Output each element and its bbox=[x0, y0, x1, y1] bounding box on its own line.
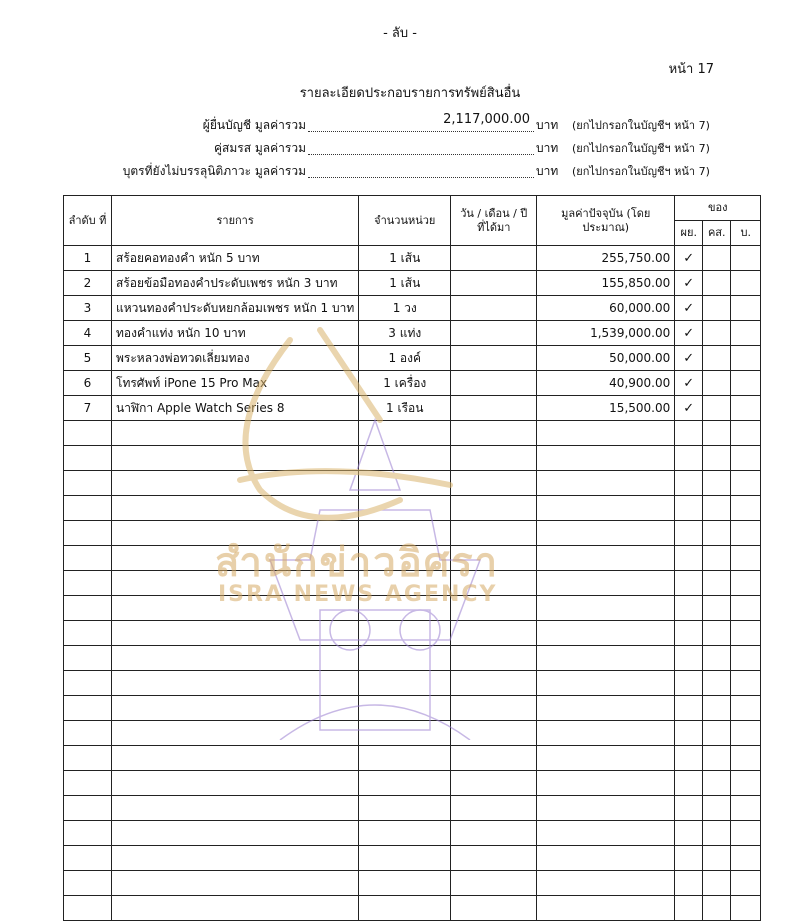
table-row-empty bbox=[64, 871, 761, 896]
dotted-line bbox=[308, 142, 534, 155]
cell-qty: 1 วง bbox=[359, 296, 451, 321]
cell-no bbox=[64, 546, 112, 571]
cell-owner-filer bbox=[675, 821, 703, 846]
cell-date bbox=[451, 896, 537, 921]
cell-owner-spouse bbox=[703, 871, 731, 896]
cell-date bbox=[451, 271, 537, 296]
summary-unit: บาท bbox=[536, 118, 559, 132]
table-row-empty bbox=[64, 896, 761, 921]
cell-owner-child bbox=[731, 846, 761, 871]
cell-owner-spouse bbox=[703, 496, 731, 521]
cell-owner-child bbox=[731, 371, 761, 396]
cell-value: 15,500.00 bbox=[537, 396, 675, 421]
cell-item: พระหลวงพ่อทวดเลี่ยมทอง bbox=[112, 346, 359, 371]
cell-date bbox=[451, 321, 537, 346]
summary-note: (ยกไปกรอกในบัญชีฯ หน้า 7) bbox=[572, 165, 710, 178]
cell-date bbox=[451, 796, 537, 821]
cell-owner-child bbox=[731, 721, 761, 746]
table-row-empty bbox=[64, 646, 761, 671]
cell-owner-filer: ✓ bbox=[675, 396, 703, 421]
cell-owner-filer bbox=[675, 521, 703, 546]
table-row-empty bbox=[64, 821, 761, 846]
cell-owner-filer bbox=[675, 696, 703, 721]
cell-owner-spouse bbox=[703, 646, 731, 671]
cell-date bbox=[451, 696, 537, 721]
cell-owner-filer bbox=[675, 771, 703, 796]
cell-value bbox=[537, 896, 675, 921]
cell-owner-child bbox=[731, 796, 761, 821]
cell-owner-child bbox=[731, 271, 761, 296]
cell-owner-child bbox=[731, 546, 761, 571]
cell-no: 3 bbox=[64, 296, 112, 321]
cell-owner-spouse bbox=[703, 471, 731, 496]
header-owner-child: บ. bbox=[731, 221, 761, 246]
cell-value bbox=[537, 596, 675, 621]
cell-item bbox=[112, 821, 359, 846]
cell-value bbox=[537, 521, 675, 546]
cell-owner-filer bbox=[675, 871, 703, 896]
cell-owner-filer bbox=[675, 646, 703, 671]
cell-qty bbox=[359, 846, 451, 871]
table-row-empty bbox=[64, 771, 761, 796]
cell-value: 155,850.00 bbox=[537, 271, 675, 296]
cell-owner-child bbox=[731, 596, 761, 621]
cell-owner-filer bbox=[675, 446, 703, 471]
cell-owner-filer bbox=[675, 721, 703, 746]
cell-qty bbox=[359, 646, 451, 671]
cell-value bbox=[537, 696, 675, 721]
cell-owner-spouse bbox=[703, 346, 731, 371]
cell-value bbox=[537, 471, 675, 496]
table-row bbox=[64, 271, 761, 296]
cell-qty bbox=[359, 446, 451, 471]
watermark-thai: สำนักข่าวอิศรา bbox=[215, 540, 500, 586]
cell-qty: 1 เส้น bbox=[359, 271, 451, 296]
summary-unit: บาท bbox=[536, 164, 559, 178]
summary-label: คู่สมรส มูลค่ารวม bbox=[214, 141, 306, 155]
cell-owner-spouse bbox=[703, 896, 731, 921]
cell-qty bbox=[359, 696, 451, 721]
table-row-empty bbox=[64, 796, 761, 821]
cell-owner-child bbox=[731, 646, 761, 671]
cell-owner-filer: ✓ bbox=[675, 346, 703, 371]
cell-qty bbox=[359, 821, 451, 846]
cell-date bbox=[451, 446, 537, 471]
table-row-empty bbox=[64, 471, 761, 496]
table-row-empty bbox=[64, 421, 761, 446]
table-row bbox=[64, 371, 761, 396]
summary-label: ผู้ยื่นบัญชี มูลค่ารวม bbox=[202, 118, 306, 132]
cell-item bbox=[112, 796, 359, 821]
cell-qty bbox=[359, 871, 451, 896]
cell-owner-spouse bbox=[703, 621, 731, 646]
cell-owner-filer bbox=[675, 421, 703, 446]
cell-owner-child bbox=[731, 296, 761, 321]
cell-owner-filer bbox=[675, 896, 703, 921]
header-no: ลำดับ ที่ bbox=[64, 196, 112, 246]
header-date: วัน / เดือน / ปี ที่ได้มา bbox=[451, 196, 537, 246]
cell-value bbox=[537, 796, 675, 821]
table-row bbox=[64, 321, 761, 346]
cell-owner-spouse bbox=[703, 671, 731, 696]
cell-owner-child bbox=[731, 821, 761, 846]
cell-no bbox=[64, 421, 112, 446]
cell-qty bbox=[359, 421, 451, 446]
cell-owner-filer bbox=[675, 471, 703, 496]
cell-no: 4 bbox=[64, 321, 112, 346]
cell-owner-child bbox=[731, 346, 761, 371]
cell-value bbox=[537, 771, 675, 796]
cell-owner-spouse bbox=[703, 846, 731, 871]
cell-owner-spouse bbox=[703, 821, 731, 846]
cell-owner-child bbox=[731, 246, 761, 271]
table-row-empty bbox=[64, 446, 761, 471]
cell-qty: 1 เส้น bbox=[359, 246, 451, 271]
cell-owner-spouse bbox=[703, 321, 731, 346]
cell-owner-spouse bbox=[703, 296, 731, 321]
cell-owner-spouse bbox=[703, 696, 731, 721]
cell-owner-spouse bbox=[703, 596, 731, 621]
cell-item: ทองคำแท่ง หนัก 10 บาท bbox=[112, 321, 359, 346]
cell-no bbox=[64, 496, 112, 521]
cell-item bbox=[112, 846, 359, 871]
cell-owner-spouse bbox=[703, 396, 731, 421]
cell-owner-spouse bbox=[703, 771, 731, 796]
cell-item bbox=[112, 646, 359, 671]
cell-owner-filer bbox=[675, 621, 703, 646]
cell-value: 50,000.00 bbox=[537, 346, 675, 371]
cell-item bbox=[112, 696, 359, 721]
table-row bbox=[64, 346, 761, 371]
cell-date bbox=[451, 746, 537, 771]
cell-owner-filer bbox=[675, 571, 703, 596]
cell-owner-filer: ✓ bbox=[675, 296, 703, 321]
cell-qty: 1 เรือน bbox=[359, 396, 451, 421]
cell-qty: 1 องค์ bbox=[359, 346, 451, 371]
cell-owner-spouse bbox=[703, 521, 731, 546]
table-row-empty bbox=[64, 671, 761, 696]
cell-item bbox=[112, 671, 359, 696]
cell-no bbox=[64, 746, 112, 771]
cell-no bbox=[64, 596, 112, 621]
cell-date bbox=[451, 671, 537, 696]
summary-label: บุตรที่ยังไม่บรรลุนิติภาวะ มูลค่ารวม bbox=[122, 164, 306, 178]
cell-owner-spouse bbox=[703, 421, 731, 446]
page-number: หน้า 17 bbox=[668, 62, 714, 77]
cell-owner-child bbox=[731, 696, 761, 721]
cell-date bbox=[451, 771, 537, 796]
cell-value bbox=[537, 546, 675, 571]
cell-no: 5 bbox=[64, 346, 112, 371]
cell-no bbox=[64, 846, 112, 871]
cell-value bbox=[537, 571, 675, 596]
cell-item: สร้อยคอทองคำ หนัก 5 บาท bbox=[112, 246, 359, 271]
cell-date bbox=[451, 246, 537, 271]
table-row-empty bbox=[64, 746, 761, 771]
header-owner-filer: ผย. bbox=[675, 221, 703, 246]
cell-date bbox=[451, 396, 537, 421]
cell-value bbox=[537, 621, 675, 646]
cell-value bbox=[537, 496, 675, 521]
cell-owner-spouse bbox=[703, 271, 731, 296]
cell-value bbox=[537, 846, 675, 871]
cell-value bbox=[537, 871, 675, 896]
cell-owner-child bbox=[731, 421, 761, 446]
cell-owner-spouse bbox=[703, 371, 731, 396]
summary-children bbox=[0, 162, 800, 180]
cell-item bbox=[112, 871, 359, 896]
cell-no bbox=[64, 896, 112, 921]
cell-owner-filer bbox=[675, 796, 703, 821]
cell-qty: 3 แท่ง bbox=[359, 321, 451, 346]
table-row-empty bbox=[64, 621, 761, 646]
cell-no bbox=[64, 646, 112, 671]
dotted-line bbox=[308, 165, 534, 178]
cell-item: แหวนทองคำประดับหยกล้อมเพชร หนัก 1 บาท bbox=[112, 296, 359, 321]
cell-date bbox=[451, 421, 537, 446]
cell-no bbox=[64, 521, 112, 546]
cell-owner-spouse bbox=[703, 796, 731, 821]
cell-no bbox=[64, 696, 112, 721]
cell-value: 60,000.00 bbox=[537, 296, 675, 321]
cell-owner-child bbox=[731, 446, 761, 471]
cell-qty bbox=[359, 721, 451, 746]
cell-no: 1 bbox=[64, 246, 112, 271]
table-row bbox=[64, 296, 761, 321]
summary-note: (ยกไปกรอกในบัญชีฯ หน้า 7) bbox=[572, 119, 710, 132]
cell-owner-spouse bbox=[703, 721, 731, 746]
cell-owner-spouse bbox=[703, 446, 731, 471]
header-qty: จำนวนหน่วย bbox=[359, 196, 451, 246]
cell-no bbox=[64, 446, 112, 471]
cell-value bbox=[537, 446, 675, 471]
cell-owner-filer bbox=[675, 746, 703, 771]
cell-owner-child bbox=[731, 621, 761, 646]
cell-item bbox=[112, 621, 359, 646]
cell-date bbox=[451, 846, 537, 871]
cell-value bbox=[537, 821, 675, 846]
cell-owner-child bbox=[731, 321, 761, 346]
table-row bbox=[64, 246, 761, 271]
cell-value: 1,539,000.00 bbox=[537, 321, 675, 346]
cell-owner-spouse bbox=[703, 746, 731, 771]
cell-item bbox=[112, 471, 359, 496]
cell-date bbox=[451, 471, 537, 496]
cell-qty: 1 เครื่อง bbox=[359, 371, 451, 396]
cell-owner-filer bbox=[675, 671, 703, 696]
cell-value bbox=[537, 746, 675, 771]
cell-value: 255,750.00 bbox=[537, 246, 675, 271]
table-row-empty bbox=[64, 496, 761, 521]
cell-owner-filer: ✓ bbox=[675, 271, 703, 296]
cell-no bbox=[64, 721, 112, 746]
cell-no bbox=[64, 671, 112, 696]
cell-no bbox=[64, 571, 112, 596]
summary-note: (ยกไปกรอกในบัญชีฯ หน้า 7) bbox=[572, 142, 710, 155]
cell-item bbox=[112, 771, 359, 796]
cell-owner-child bbox=[731, 496, 761, 521]
cell-date bbox=[451, 346, 537, 371]
table-row-empty bbox=[64, 846, 761, 871]
cell-date bbox=[451, 721, 537, 746]
cell-owner-spouse bbox=[703, 546, 731, 571]
cell-qty bbox=[359, 621, 451, 646]
cell-qty bbox=[359, 496, 451, 521]
summary-amount: 2,117,000.00 bbox=[443, 112, 530, 127]
cell-date bbox=[451, 646, 537, 671]
cell-no bbox=[64, 771, 112, 796]
cell-owner-child bbox=[731, 571, 761, 596]
cell-date bbox=[451, 871, 537, 896]
cell-no: 2 bbox=[64, 271, 112, 296]
cell-no bbox=[64, 471, 112, 496]
table-row-empty bbox=[64, 721, 761, 746]
header-owner-spouse: คส. bbox=[703, 221, 731, 246]
watermark-english: ISRA NEWS AGENCY bbox=[218, 582, 498, 607]
cell-owner-child bbox=[731, 671, 761, 696]
cell-item bbox=[112, 446, 359, 471]
header-item: รายการ bbox=[112, 196, 359, 246]
table-row-empty bbox=[64, 696, 761, 721]
header-owner: ของ bbox=[675, 196, 761, 221]
cell-item bbox=[112, 496, 359, 521]
cell-value bbox=[537, 671, 675, 696]
cell-owner-child bbox=[731, 771, 761, 796]
cell-qty bbox=[359, 671, 451, 696]
header-value: มูลค่าปัจจุบัน (โดยประมาณ) bbox=[537, 196, 675, 246]
cell-owner-filer bbox=[675, 596, 703, 621]
cell-no bbox=[64, 821, 112, 846]
cell-date bbox=[451, 821, 537, 846]
cell-no: 6 bbox=[64, 371, 112, 396]
cell-owner-filer: ✓ bbox=[675, 371, 703, 396]
cell-value bbox=[537, 421, 675, 446]
cell-owner-spouse bbox=[703, 571, 731, 596]
document-title: รายละเอียดประกอบรายการทรัพย์สินอื่น bbox=[299, 86, 521, 101]
cell-owner-filer bbox=[675, 496, 703, 521]
cell-qty bbox=[359, 746, 451, 771]
cell-value bbox=[537, 646, 675, 671]
cell-owner-child bbox=[731, 471, 761, 496]
cell-item bbox=[112, 421, 359, 446]
cell-item: โทรศัพท์ iPone 15 Pro Max bbox=[112, 371, 359, 396]
cell-owner-filer bbox=[675, 546, 703, 571]
summary-filer bbox=[0, 112, 800, 134]
cell-item bbox=[112, 721, 359, 746]
summary-spouse bbox=[0, 139, 800, 157]
cell-no bbox=[64, 871, 112, 896]
secret-classification: - ลับ - bbox=[383, 26, 417, 41]
cell-item: สร้อยข้อมือทองคำประดับเพชร หนัก 3 บาท bbox=[112, 271, 359, 296]
cell-qty bbox=[359, 796, 451, 821]
cell-owner-child bbox=[731, 871, 761, 896]
cell-owner-child bbox=[731, 746, 761, 771]
cell-owner-filer: ✓ bbox=[675, 246, 703, 271]
cell-no: 7 bbox=[64, 396, 112, 421]
cell-owner-child bbox=[731, 396, 761, 421]
cell-qty bbox=[359, 771, 451, 796]
cell-no bbox=[64, 621, 112, 646]
cell-owner-filer bbox=[675, 846, 703, 871]
cell-item bbox=[112, 896, 359, 921]
cell-date bbox=[451, 496, 537, 521]
cell-date bbox=[451, 621, 537, 646]
cell-date bbox=[451, 296, 537, 321]
cell-owner-child bbox=[731, 896, 761, 921]
cell-value: 40,900.00 bbox=[537, 371, 675, 396]
cell-date bbox=[451, 371, 537, 396]
cell-no bbox=[64, 796, 112, 821]
cell-qty bbox=[359, 471, 451, 496]
cell-item: นาฬิกา Apple Watch Series 8 bbox=[112, 396, 359, 421]
cell-owner-spouse bbox=[703, 246, 731, 271]
cell-qty bbox=[359, 896, 451, 921]
cell-value bbox=[537, 721, 675, 746]
cell-owner-child bbox=[731, 521, 761, 546]
table-row bbox=[64, 396, 761, 421]
cell-owner-filer: ✓ bbox=[675, 321, 703, 346]
summary-unit: บาท bbox=[536, 141, 559, 155]
cell-item bbox=[112, 746, 359, 771]
